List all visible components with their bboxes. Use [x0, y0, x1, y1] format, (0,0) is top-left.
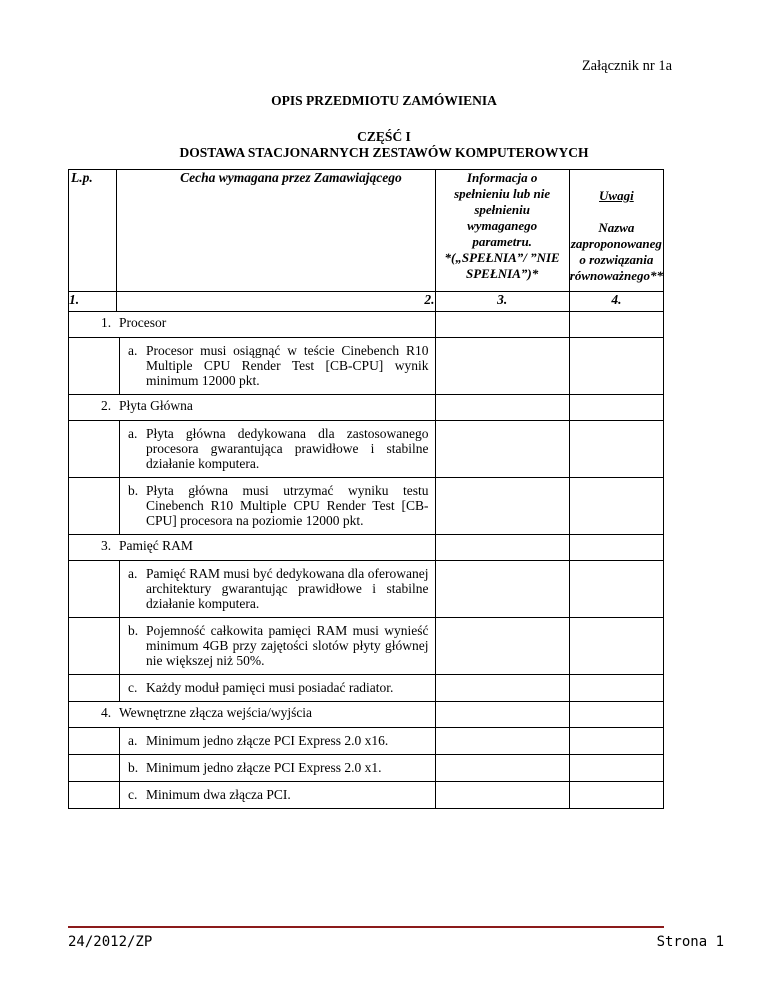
section-row: [69, 702, 664, 728]
info-cell: [435, 338, 569, 395]
header-notes-line: Nazwa: [598, 220, 635, 235]
requirement-box: [119, 675, 435, 701]
footer-page-number: Strona 1: [656, 934, 724, 950]
requirement-mark: a.: [128, 566, 138, 581]
header-info-line: spełnieniu lub nie: [454, 186, 551, 201]
header-info-line: wymaganego: [467, 218, 538, 233]
requirement-text: Minimum jedno złącze PCI Express 2.0 x1.: [146, 760, 382, 775]
footer-reference: 24/2012/ZP: [68, 934, 153, 950]
notes-cell: [569, 675, 663, 702]
section-row: [69, 395, 664, 421]
annex-label: Załącznik nr 1a: [581, 58, 672, 74]
requirement-text: Pojemność całkowita pamięci RAM musi wynieść minimum 4GB przy zajętości slotów płyty głównej nie większej niż 50%.: [146, 623, 429, 668]
requirement-text: Minimum dwa złącza PCI.: [146, 787, 291, 802]
header-lp: L.p.: [69, 170, 117, 292]
requirement-box: [119, 478, 435, 534]
info-cell: [435, 728, 569, 755]
notes-cell: [569, 535, 663, 561]
notes-cell: [569, 782, 663, 809]
requirement-box: [119, 755, 435, 781]
section-cell: [69, 312, 436, 338]
part-heading: [0, 129, 768, 161]
info-cell: [435, 618, 569, 675]
info-cell: [435, 535, 569, 561]
info-cell: [435, 561, 569, 618]
info-cell: [435, 675, 569, 702]
notes-cell: [569, 755, 663, 782]
notes-cell: [569, 312, 663, 338]
requirement-box: [119, 728, 435, 754]
section-cell: [69, 535, 436, 561]
notes-cell: [569, 702, 663, 728]
requirement-row: [69, 675, 664, 702]
header-info-line: SPEŁNIA”)*: [466, 266, 539, 281]
info-cell: [435, 702, 569, 728]
header-info: [435, 170, 569, 292]
section-name: Wewnętrzne złącza wejścia/wyjścia: [119, 705, 313, 720]
notes-cell: [569, 728, 663, 755]
requirement-row: [69, 561, 664, 618]
notes-cell: [569, 478, 663, 535]
requirement-box: [119, 782, 435, 808]
requirement-box: [119, 338, 435, 394]
requirement-cell: [69, 561, 436, 618]
header-feature: Cecha wymagana przez Zamawiającego: [117, 170, 435, 292]
column-number: 2.: [117, 292, 435, 312]
info-cell: [435, 312, 569, 338]
notes-cell: [569, 421, 663, 478]
header-notes: [569, 170, 663, 292]
info-cell: [435, 395, 569, 421]
info-cell: [435, 421, 569, 478]
section-number: 1.: [101, 315, 112, 330]
header-notes-line: o rozwiązania: [579, 252, 654, 267]
requirement-row: [69, 755, 664, 782]
requirement-cell: [69, 421, 436, 478]
section-row: [69, 312, 664, 338]
requirement-mark: a.: [128, 733, 138, 748]
header-notes-line: równoważnego**: [569, 268, 663, 283]
requirement-row: [69, 728, 664, 755]
notes-cell: [569, 338, 663, 395]
requirement-text: Płyta główna dedykowana dla zastosowanego procesora gwarantująca prawidłowe i stabilne działanie komputera.: [146, 426, 429, 471]
header-info-line: parametru.: [472, 234, 532, 249]
requirement-mark: c.: [128, 680, 138, 695]
column-number: 3.: [435, 292, 569, 312]
section-row: [69, 535, 664, 561]
requirement-row: [69, 782, 664, 809]
header-info-line: Informacja o: [466, 170, 538, 185]
requirement-mark: b.: [128, 483, 139, 498]
notes-cell: [569, 395, 663, 421]
footer-rule: [68, 926, 664, 928]
section-number: 2.: [101, 398, 112, 413]
requirement-cell: [69, 338, 436, 395]
requirement-box: [119, 421, 435, 477]
table-header-row: [69, 170, 664, 292]
requirement-mark: a.: [128, 343, 138, 358]
requirement-mark: b.: [128, 623, 139, 638]
header-notes-line: zaproponowaneg: [570, 236, 662, 251]
column-number: 4.: [569, 292, 663, 312]
section-number: 3.: [101, 538, 112, 553]
requirement-cell: [69, 675, 436, 702]
requirement-row: [69, 338, 664, 395]
requirement-cell: [69, 618, 436, 675]
document-title: OPIS PRZEDMIOTU ZAMÓWIENIA: [271, 93, 497, 108]
specification-table: [68, 169, 664, 809]
requirement-cell: [69, 478, 436, 535]
header-info-line: spełnieniu: [474, 202, 530, 217]
column-number-row: [69, 292, 664, 312]
requirement-box: [119, 561, 435, 617]
requirement-box: [119, 618, 435, 674]
info-cell: [435, 755, 569, 782]
requirement-cell: [69, 755, 436, 782]
requirement-mark: c.: [128, 787, 138, 802]
info-cell: [435, 782, 569, 809]
requirement-text: Każdy moduł pamięci musi posiadać radiator.: [146, 680, 394, 695]
header-info-line: *(„SPEŁNIA”/ ”NIE: [444, 250, 560, 265]
notes-cell: [569, 561, 663, 618]
section-cell: [69, 702, 436, 728]
section-cell: [69, 395, 436, 421]
requirement-mark: b.: [128, 760, 139, 775]
info-cell: [435, 478, 569, 535]
part-number: CZĘŚĆ I: [357, 129, 411, 144]
section-number: 4.: [101, 705, 112, 720]
requirement-cell: [69, 782, 436, 809]
section-name: Pamięć RAM: [119, 538, 193, 553]
section-name: Procesor: [119, 315, 167, 330]
column-number: 1.: [69, 292, 117, 312]
requirement-text: Minimum jedno złącze PCI Express 2.0 x16.: [146, 733, 389, 748]
requirement-mark: a.: [128, 426, 138, 441]
notes-cell: [569, 618, 663, 675]
requirement-row: [69, 421, 664, 478]
header-notes-title: Uwagi: [599, 188, 634, 203]
requirement-text: Procesor musi osiągnąć w teście Cinebench R10 Multiple CPU Render Test [CB-CPU] wynik minimum 12000 pkt.: [146, 343, 429, 388]
requirement-cell: [69, 728, 436, 755]
section-name: Płyta Główna: [119, 398, 193, 413]
part-subject: DOSTAWA STACJONARNYCH ZESTAWÓW KOMPUTEROWYCH: [179, 145, 589, 160]
requirement-row: [69, 618, 664, 675]
requirement-text: Płyta główna musi utrzymać wyniku testu Cinebench R10 Multiple CPU Render Test [CB-CPU] procesora na poziomie 12000 pkt.: [146, 483, 429, 528]
requirement-row: [69, 478, 664, 535]
requirement-text: Pamięć RAM musi być dedykowana dla oferowanej architektury gwarantując prawidłowe i stabilne działanie komputera.: [146, 566, 429, 611]
